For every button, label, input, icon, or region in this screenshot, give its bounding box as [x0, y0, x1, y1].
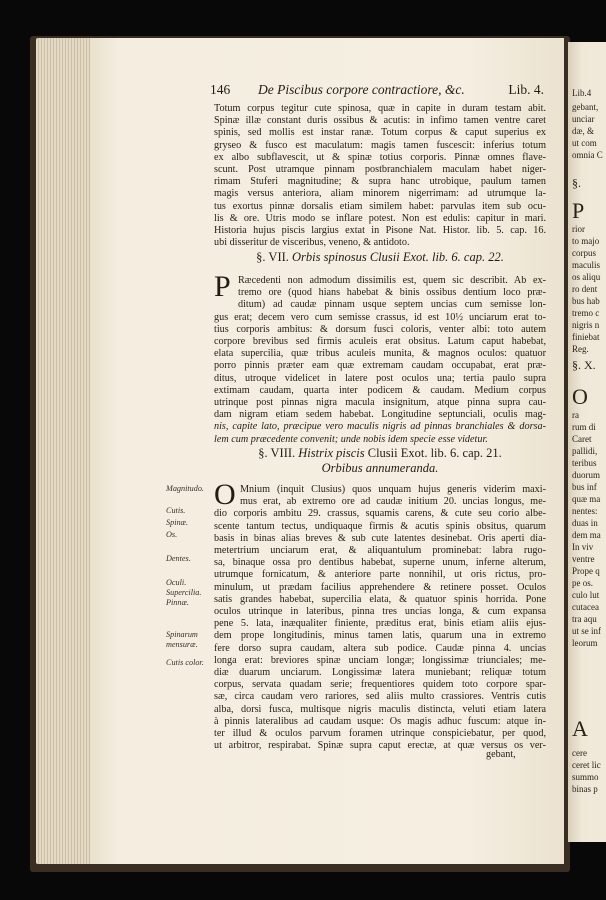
text-line: magis versus anteriora, aliam minorem nigerrimam: ad utrumque la- [214, 188, 546, 200]
facing-fragment: summo [572, 772, 599, 782]
text-line: utrinque post pinnas nigra macula insignitum, atque pinna supra cau- [214, 397, 546, 409]
text-line: basis in binas alias breves & sub cute latentes desinebat. Oris aperti dia- [214, 532, 546, 544]
facing-fragment: dæ, & [572, 126, 595, 136]
margin-note: Spinarum [166, 630, 198, 639]
facing-fragment: P [572, 198, 585, 223]
text-line: porro pinnis præter eam quæ extremam caudam occupabat, erat præ- [214, 360, 546, 372]
paragraph-continuation [214, 103, 546, 249]
margin-note: Os. [166, 530, 178, 539]
section-vii-text [214, 275, 546, 446]
text-line: tius corporis ambitus: & dorsum fusci coloris, venter albi: toto autem [214, 323, 546, 335]
text-line: ex albo subflavescit, ut & spinæ totius corporis. Pinnæ omnes flave- [214, 151, 546, 163]
facing-fragment: §. [572, 176, 581, 190]
margin-note: Dentes. [166, 554, 191, 563]
drop-cap: P [214, 270, 231, 303]
running-title: De Piscibus corpore contractiore, &c. [258, 82, 465, 97]
section-number: §. VII. [256, 250, 289, 264]
text-line: lem cum præcedente convenit; unde nobis idem specie esse videtur. [214, 433, 488, 445]
facing-fragment: O [572, 384, 588, 409]
facing-fragment: Lib.4 [572, 88, 592, 98]
section-title-italic: Histrix piscis [298, 446, 365, 460]
section-subtitle: Orbibus annumeranda. [321, 461, 439, 475]
facing-fragment: ro dent [572, 284, 598, 294]
page-edges [36, 38, 92, 864]
drop-cap: O [214, 478, 236, 511]
text-line: Mnium (inquit Clusius) quos unquam hujus generis viderim maxi- [240, 484, 546, 495]
section-viii-text [214, 484, 546, 752]
facing-fragment: In viv [572, 542, 594, 552]
text-line: metertrium unciarum erat, & aliquantulum prominebat: labra rugo- [214, 545, 546, 557]
facing-fragment: tremo c [572, 308, 600, 318]
facing-fragment: pe os. [572, 578, 593, 588]
text-line: ditus, utroque videlicet in latere post oculos una; tertia paulo supra [214, 372, 546, 384]
text-line: fere dorso supra caudam, altera sub podice. Caudæ pinna 4. uncias [214, 642, 546, 654]
facing-fragment: to majo [572, 236, 600, 246]
section-heading-vii [214, 250, 546, 265]
text-line: utrumque fornicatum, & anteriore parte nonnihil, ut oris rictus, pro- [214, 569, 546, 581]
margin-note: Cutis color. [166, 658, 204, 667]
facing-fragment: A [572, 716, 588, 741]
text-line: dio corporis ambitu 29. crassus, squamis carens, & cute seu corio albe- [214, 508, 546, 520]
margin-note: Spinæ. [166, 518, 189, 527]
text-line: dem prope longitudinis, minus tamen latis, quarum una in extremo [214, 630, 546, 642]
facing-fragment: ut com [572, 138, 597, 148]
text-line: pene 5. lata, inæqualiter finiente, præditus erat, binis etiam aliis ejus- [214, 618, 546, 630]
facing-fragment: dem ma [572, 530, 601, 540]
margin-note: Pinnæ. [166, 598, 189, 607]
facing-fragment: tra aqu [572, 614, 597, 624]
facing-fragment: duas in [572, 518, 598, 528]
facing-fragment: bus hab [572, 296, 600, 306]
page-number: 146 [210, 82, 231, 97]
facing-fragment: nentes: [572, 506, 598, 516]
facing-fragment: culo lut [572, 590, 600, 600]
section-number: §. VIII. [258, 446, 296, 460]
text-line: gryseo & fusco est maculatum: magis tamen fuscescit: inferius totum [214, 139, 546, 151]
facing-fragment: pallidi, [572, 446, 598, 456]
text-line: à pinnis lateralibus ad caudam usque: Os magis adhuc fuscum: atque in- [214, 715, 546, 727]
text-line: Historia hujus piscis largius extat in Pisone Nat. Histor. lib. 5. cap. 16. [214, 225, 546, 237]
text-line: Spinæ illæ constant duris ossibus & acutis: in infimo tamen ventre caret [214, 115, 546, 127]
text-line: extimam caudam, quarta inter podicem & caudam. Medium corpus [214, 384, 546, 396]
facing-fragment: bus inf [572, 482, 597, 492]
facing-fragment: maculis [572, 260, 600, 270]
facing-fragment: Reg. [572, 344, 589, 354]
text-line: Totum corpus tegitur cute spinosa, quæ in capite in duram testam abit. [214, 103, 546, 114]
text-line: longa erat: breviores spinæ unciam longæ; longissimæ triunciales; me- [214, 654, 546, 666]
section-heading-viii [214, 446, 546, 476]
facing-fragment: teribus [572, 458, 597, 468]
facing-fragment: Caret [572, 434, 592, 444]
facing-fragment: ra [572, 410, 579, 420]
text-line: sa, binaque ossa pro dentibus habebat, superne unum, inferne alterum, [214, 557, 546, 569]
text-line: ubi disseritur de visceribus, veneno, & antidoto. [214, 237, 410, 249]
text-line: rimam Stuferi magnitudine; & supra hanc utrobique, paulum tamen [214, 176, 546, 188]
facing-fragment: gebant, [572, 102, 599, 112]
margin-note: Oculi. [166, 578, 187, 587]
text-line: sæ, circa caudam vero rariores, sed aliis multo crassiores. Ventris cutis [214, 691, 546, 703]
catchword: gebant, [486, 749, 516, 760]
facing-fragment: binas p [572, 784, 598, 794]
text-line: ditum) ad caudæ pinnam usque septem uncias cum semisse lon- [238, 299, 546, 311]
text-line: oculos utrinque in lateribus, pinna tres uncias longa, & cum expansa [214, 606, 546, 618]
section-title-rest: Clusii Exot. lib. 6. cap. 21. [367, 446, 502, 460]
text-line: Ræcedenti non admodum dissimilis est, quem sic describit. Ab ex- [238, 275, 546, 286]
facing-fragment: ceret lic [572, 760, 601, 770]
facing-fragment: leorum [572, 638, 598, 648]
facing-fragment: os aliqu [572, 272, 601, 282]
facing-page [568, 42, 606, 842]
facing-fragment: finiebat [572, 332, 600, 342]
facing-fragment: omnia C [572, 150, 603, 160]
facing-fragment: ut se inf [572, 626, 601, 636]
margin-note: Cutis. [166, 506, 186, 515]
book-number: Lib. 4. [508, 82, 544, 97]
text-line: nis, capite lato, præcipue vero maculis nigris ad pinnas branchiales & dorsa- [214, 421, 546, 433]
facing-fragment: Prope q [572, 566, 600, 576]
facing-fragment: cere [572, 748, 587, 758]
text-line: minulum, ut prædam facilius apprehendere & retinere posset. Oculos [214, 581, 546, 593]
text-line: alba, dorsi fusca, multisque nigris maculis distincta, veluti etiam latera [214, 703, 546, 715]
running-header [210, 82, 550, 98]
margin-note: mensuræ. [166, 640, 198, 649]
facing-fragment: corpus [572, 248, 596, 258]
text-line: tremo ore (quod hians habebat & binis ossibus dentium loco præ- [238, 287, 546, 299]
text-line: corpus, servata quadam serie; frequentiores quidem toto corpore spar- [214, 679, 546, 691]
text-line: elata supercilia, quæ tribus aculeis munita, & magnos oculos: quatuor [214, 348, 546, 360]
text-line: gus erat; decem vero cum semisse crassus, id est 10½ unciarum erat to- [214, 311, 546, 323]
facing-fragment: §. X. [572, 358, 596, 372]
facing-fragment: duorum [572, 470, 600, 480]
text-line: ter illud & oculos parvum foramen utrinque conspiciebatur, per quod, [214, 728, 546, 740]
facing-fragment: quæ ma [572, 494, 601, 504]
text-line: tus exortus pinnæ dorsalis etiam similem habet: parvulas item sub ocu- [214, 200, 546, 212]
text-line: satis grandes habebat, supercilia elata, & quatuor spinis horrida. Pone [214, 593, 546, 605]
text-line: scente tantum tectus, undiquaque firmis & acutis spinis obsitus, quarum [214, 520, 546, 532]
margin-note: Supercilia. [166, 588, 202, 597]
text-line: diæ duarum unciarum. Longissimæ latera muniebant; reliquæ totum [214, 667, 546, 679]
facing-fragment: nigris n [572, 320, 600, 330]
margin-note: Magnitudo. [166, 484, 204, 493]
facing-fragment: cutacea [572, 602, 599, 612]
text-line: scunt. Post utramque pinnam postbranchialem maculam habet niger- [214, 164, 546, 176]
facing-fragment: unciar [572, 114, 595, 124]
facing-fragment: rum di [572, 422, 596, 432]
text-line: corpore brevibus sed firmis aculeis erat obsitus. Latum caput habebat, [214, 336, 546, 348]
text-line: mus erat, ab extremo ore ad caudæ initium 20. uncias longus, me- [240, 496, 546, 508]
text-line: dam nigram etiam sedem habebat. Longitudine septunciali, oculis mag- [214, 409, 546, 421]
text-line: lis & ore. Utris modo se inflare potest. Non est edulis: capitur in mari. [214, 212, 546, 224]
facing-fragment: ventre [572, 554, 595, 564]
facing-fragment: rior [572, 224, 585, 234]
section-title: Orbis spinosus Clusii Exot. lib. 6. cap. 22. [292, 250, 504, 264]
text-line: ut arbitror, respirabat. Spinæ supra caput erectæ, at quæ versus os ver- [214, 740, 546, 752]
text-line: spinis, sed mollis est instar ranæ. Totum corpus & caput superius ex [214, 127, 546, 139]
